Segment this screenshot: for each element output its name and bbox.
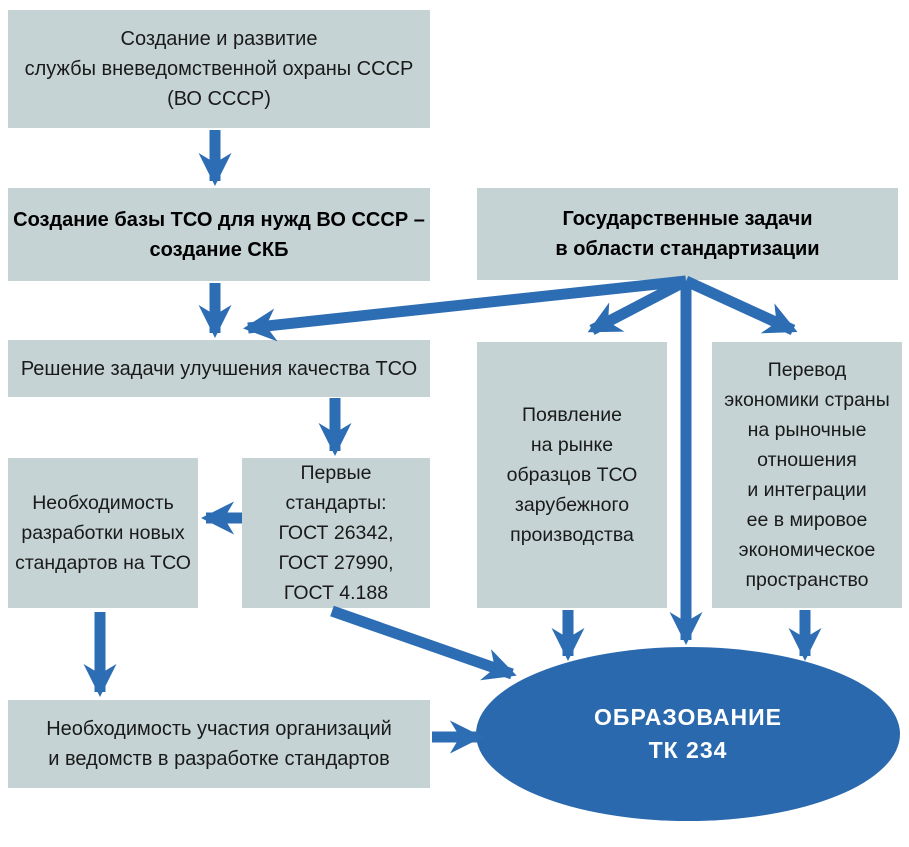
arrow-gos-to-perevod <box>686 281 793 330</box>
node-vo-sssr: Создание и развитие службы вневедомственной охраны СССР (ВО СССР) <box>8 10 430 128</box>
node-reshenie-kachestva: Решение задачи улучшения качества ТСО <box>8 340 430 397</box>
node-perevod-ekonomiki: Перевод экономики страны на рыночные отношения и интеграции ее в мировое экономическое пространство <box>712 342 902 608</box>
arrow-gos-to-reshenie <box>248 281 686 328</box>
arrow-gos-to-poyavlenie <box>592 281 686 330</box>
node-uchastie-organizaciy: Необходимость участия организаций и ведомств в разработке стандартов <box>8 700 430 788</box>
node-razrabotka-novyh: Необходимость разработки новых стандартов на ТСО <box>8 458 198 608</box>
node-skb: Создание базы ТСО для нужд ВО СССР – создание СКБ <box>8 188 430 281</box>
node-poyavlenie-obrazcov: Появление на рынке образцов ТСО зарубежного производства <box>477 342 667 608</box>
node-obrazovanie-tk-234: ОБРАЗОВАНИЕ ТК 234 <box>476 647 900 821</box>
node-gos-zadachi: Государственные задачи в области стандартизации <box>477 188 898 280</box>
arrow-pervye-to-ellipse <box>332 611 512 674</box>
node-pervye-standarty: Первые стандарты: ГОСТ 26342, ГОСТ 27990, ГОСТ 4.188 <box>242 458 430 608</box>
